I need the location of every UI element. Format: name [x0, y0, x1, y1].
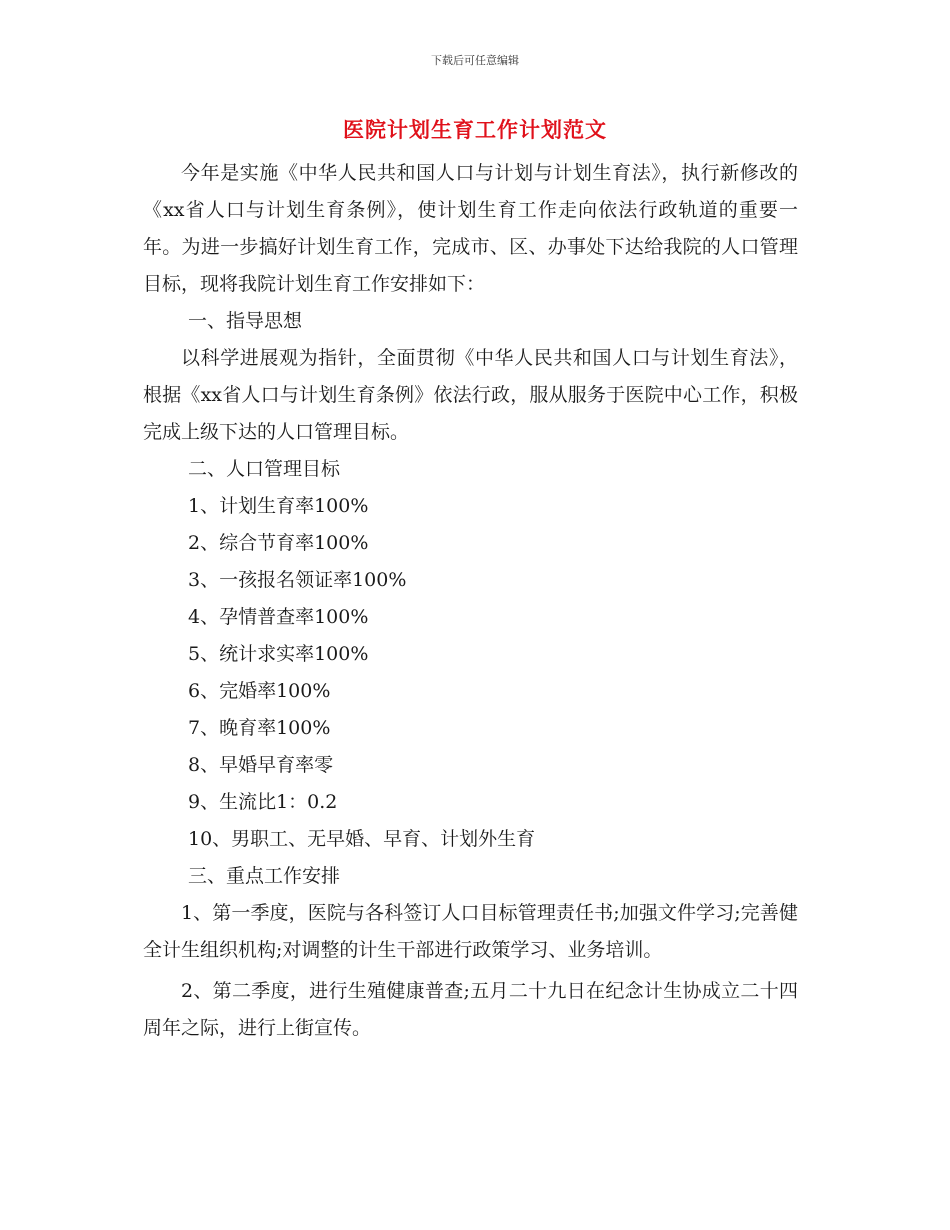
target-item: 3、一孩报名领证率100% — [188, 569, 407, 591]
target-item: 2、综合节育率100% — [188, 532, 369, 554]
intro-paragraph: 今年是实施《中华人民共和国人口与计划与计划生育法》，执行新修改的《xx省人口与计划生育条例》，使计划生育工作走向依法行政轨道的重要一年。为进一步搞好计划生育工作，完成市、区、办事处下达给我院的人口管理目标，现将我院计划生育工作安排如下： — [143, 162, 798, 295]
target-item: 8、早婚早育率零 — [188, 754, 334, 776]
target-item: 5、统计求实率100% — [188, 643, 369, 665]
header-note: 下载后可任意编辑 — [431, 54, 519, 67]
target-item: 4、孕情普查率100% — [188, 606, 369, 628]
key-work-paragraph-q2: 2、第二季度，进行生殖健康普查;五月二十九日在纪念计生协成立二十四周年之际，进行上街宣传。 — [143, 980, 798, 1039]
target-item: 1、计划生育率100% — [188, 495, 369, 517]
section-heading-targets: 二、人口管理目标 — [188, 458, 341, 480]
section-heading-guiding-thought: 一、指导思想 — [188, 310, 303, 332]
document-body — [143, 155, 798, 1047]
document-title: 医院计划生育工作计划范文 — [343, 117, 607, 142]
target-item: 10、男职工、无早婚、早育、计划外生育 — [188, 828, 536, 850]
section-heading-key-work: 三、重点工作安排 — [188, 865, 341, 887]
target-item: 7、晚育率100% — [188, 717, 331, 739]
target-item: 9、生流比1：0.2 — [188, 791, 338, 813]
target-item: 6、完婚率100% — [188, 680, 331, 702]
key-work-paragraph-q1: 1、第一季度，医院与各科签订人口目标管理责任书;加强文件学习;完善健全计生组织机构;对调整的计生干部进行政策学习、业务培训。 — [143, 902, 798, 961]
guiding-thought-paragraph: 以科学进展观为指针，全面贯彻《中华人民共和国人口与计划生育法》，根据《xx省人口与计划生育条例》依法行政，服从服务于医院中心工作，积极完成上级下达的人口管理目标。 — [143, 347, 798, 443]
